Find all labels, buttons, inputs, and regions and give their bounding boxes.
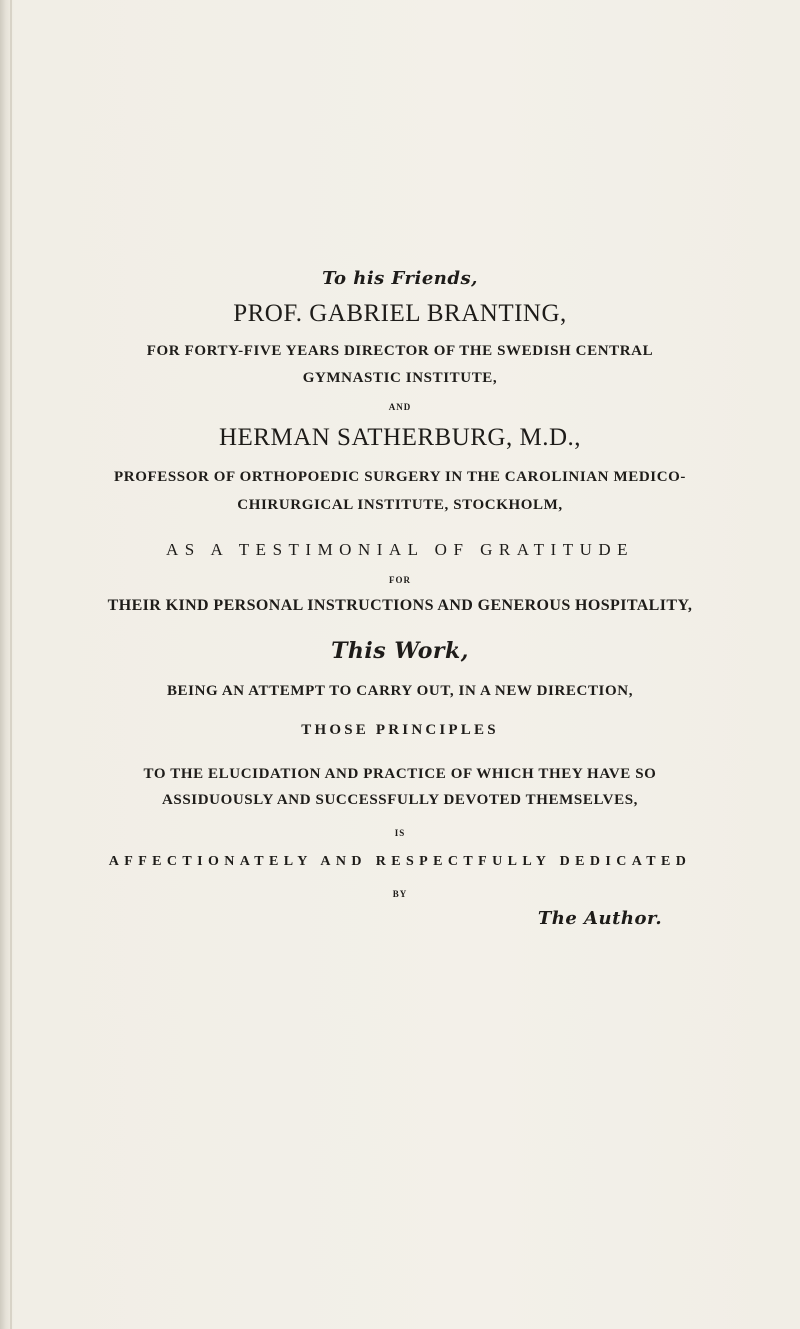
dedicatee-description-line-1: FOR FORTY-FIVE YEARS DIRECTOR OF THE SWEDISH CENTRAL — [146, 343, 654, 359]
being-line: BEING AN ATTEMPT TO CARRY OUT, IN A NEW DIRECTION, — [166, 683, 634, 699]
kindness-line: THEIR KIND PERSONAL INSTRUCTIONS AND GENEROUS HOSPITALITY, — [107, 597, 693, 614]
conjunction-and: AND — [388, 402, 412, 412]
dedicatee-description-line-2: GYMNASTIC INSTITUTE, — [302, 370, 498, 386]
elucidation-line: TO THE ELUCIDATION AND PRACTICE OF WHICH THEY HAVE SO — [143, 766, 657, 782]
dedicated-line: AFFECTIONATELY AND RESPECTFULLY DEDICATED — [108, 854, 692, 869]
word-by: BY — [392, 889, 408, 899]
dedicatee-description-line-3: PROFESSOR OF ORTHOPOEDIC SURGERY IN THE CAROLINIAN MEDICO- — [114, 469, 686, 485]
word-for: FOR — [389, 575, 411, 585]
testimonial-line: AS A TESTIMONIAL OF GRATITUDE — [165, 540, 635, 559]
dedicatee-name-satherburg: HERMAN SATHERBURG, M.D., — [218, 424, 582, 451]
assiduously-line: ASSIDUOUSLY AND SUCCESSFULLY DEVOTED THEMSELVES, — [161, 792, 639, 808]
author-signature: The Author. — [537, 908, 663, 929]
page-edge — [10, 0, 12, 1329]
principles-line: THOSE PRINCIPLES — [301, 722, 499, 738]
dedicatee-description-line-4: CHIRURGICAL INSTITUTE, STOCKHOLM, — [237, 497, 563, 513]
word-is: IS — [394, 828, 406, 838]
dedicatee-name-branting: PROF. GABRIEL BRANTING, — [233, 300, 567, 327]
dedication-to-friends: To his Friends, — [322, 268, 478, 289]
this-work-heading: This Work, — [331, 638, 469, 664]
